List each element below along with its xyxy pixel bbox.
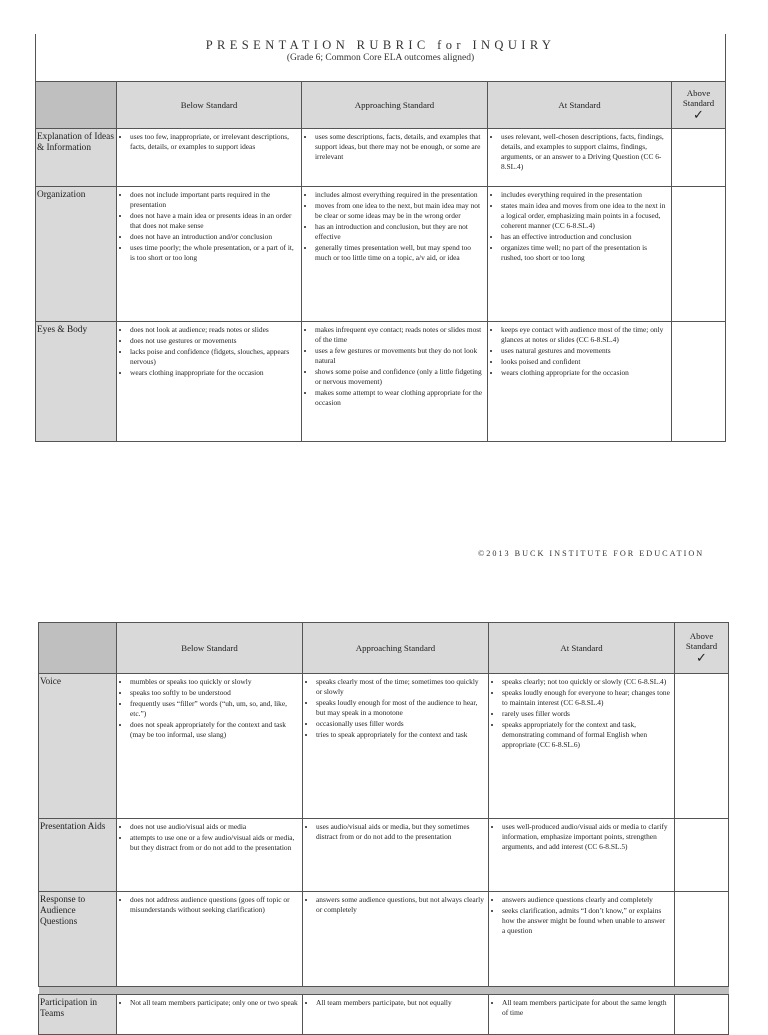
above-standard-cell[interactable] <box>672 129 726 187</box>
header-below-standard: Below Standard <box>117 82 302 129</box>
below-standard-cell <box>117 187 302 322</box>
check-mark-icon: ✓ <box>696 650 707 665</box>
approaching-standard-cell <box>303 819 489 892</box>
at-standard-cell <box>489 892 675 987</box>
rubric-table-top <box>35 34 726 442</box>
criterion-item: • frequently uses “filler” words (“uh, um, so, and, like, etc.”) <box>130 699 298 719</box>
criterion-item: • uses audio/visual aids or media, but they sometimes distract from or do not add to the presentation <box>316 822 484 842</box>
criterion-item: • does not use gestures or movements <box>130 336 297 346</box>
criterion-item: • occasionally uses filler words <box>316 719 484 729</box>
page-subtitle: (Grade 6; Common Core ELA outcomes aligned) <box>286 53 475 63</box>
criterion-item: • includes everything required in the presentation <box>501 190 667 200</box>
below-standard-cell <box>117 819 303 892</box>
below-standard-cell <box>117 129 302 187</box>
rubric-row-voice <box>39 674 729 819</box>
criterion-item: • has an effective introduction and conclusion <box>501 232 667 242</box>
header-above-standard <box>672 82 726 129</box>
criterion-item: • Not all team members participate; only one or two speak <box>130 998 298 1008</box>
approaching-standard-cell <box>303 892 489 987</box>
above-standard-cell[interactable] <box>675 819 729 892</box>
criterion-item: • All team members participate for about the same length of time <box>502 998 670 1018</box>
rubric-row-participation <box>39 995 729 1035</box>
criterion-item: • answers audience questions clearly and completely <box>502 895 670 905</box>
rubric-row-eyes-body <box>36 322 726 442</box>
criterion-item: • uses a few gestures or movements but they do not look natural <box>315 346 483 366</box>
criterion-item: • uses relevant, well-chosen descriptions, facts, findings, details, and examples to support claims, findings, arguments, or an answer to a Driving Question (CC 6-8.SL.4) <box>501 132 667 172</box>
above-standard-cell[interactable] <box>675 995 729 1035</box>
category-label: Organization <box>36 187 117 322</box>
criterion-item: • speaks appropriately for the context and task, demonstrating command of formal English when appropriate (CC 6-8.SL.6) <box>502 720 670 750</box>
category-label: Explanation of Ideas & Information <box>36 129 117 187</box>
at-standard-cell <box>488 129 672 187</box>
header-row <box>36 82 726 129</box>
criterion-item: • tries to speak appropriately for the context and task <box>316 730 484 740</box>
criterion-item: • organizes time well; no part of the presentation is rushed, too short or too long <box>501 243 667 263</box>
category-label: Participation in Teams <box>39 995 117 1035</box>
row-separator <box>39 987 729 995</box>
criterion-item: • does not include important parts required in the presentation <box>130 190 297 210</box>
header-above-standard-label: Above Standard <box>685 631 718 651</box>
check-mark-icon: ✓ <box>693 107 704 122</box>
approaching-standard-cell <box>303 995 489 1035</box>
criterion-item: • does not have a main idea or presents ideas in an order that does not make sense <box>130 211 297 231</box>
criterion-item: • attempts to use one or a few audio/visual aids or media, but they distract from or do not add to the presentation <box>130 833 298 853</box>
header-corner <box>39 623 117 674</box>
rubric-row-explanation <box>36 129 726 187</box>
criterion-item: • lacks poise and confidence (fidgets, slouches, appears nervous) <box>130 347 297 367</box>
at-standard-cell <box>488 187 672 322</box>
criterion-item: • answers some audience questions, but not always clearly or completely <box>316 895 484 915</box>
criterion-item: • wears clothing appropriate for the occasion <box>501 368 667 378</box>
at-standard-cell <box>489 995 675 1035</box>
header-above-standard <box>675 623 729 674</box>
criterion-item: • has an introduction and conclusion, but they are not effective <box>315 222 483 242</box>
header-row <box>39 623 729 674</box>
criterion-item: • looks poised and confident <box>501 357 667 367</box>
above-standard-cell[interactable] <box>675 674 729 819</box>
header-below-standard: Below Standard <box>117 623 303 674</box>
header-at-standard: At Standard <box>488 82 672 129</box>
criterion-item: • generally times presentation well, but may spend too much or too little time on a topic, a/v aid, or idea <box>315 243 483 263</box>
criterion-item: • does not have an introduction and/or conclusion <box>130 232 297 242</box>
criterion-item: • All team members participate, but not equally <box>316 998 484 1008</box>
criterion-item: • makes some attempt to wear clothing appropriate for the occasion <box>315 388 483 408</box>
above-standard-cell[interactable] <box>672 322 726 442</box>
criterion-item: • states main idea and moves from one idea to the next in a logical order, emphasizing main points in a focused, coherent manner (CC 6-8.SL.4) <box>501 201 667 231</box>
category-label: Response to Audience Questions <box>39 892 117 987</box>
above-standard-cell[interactable] <box>672 187 726 322</box>
category-label: Voice <box>39 674 117 819</box>
criterion-item: • does not look at audience; reads notes or slides <box>130 325 297 335</box>
criterion-item: • uses natural gestures and movements <box>501 346 667 356</box>
header-corner <box>36 82 117 129</box>
criterion-item: • does not address audience questions (goes off topic or misunderstands without seeking clarification) <box>130 895 298 915</box>
rubric-row-organization <box>36 187 726 322</box>
criterion-item: • does not speak appropriately for the context and task (may be too informal, use slang) <box>130 720 298 740</box>
approaching-standard-cell <box>302 187 488 322</box>
below-standard-cell <box>117 674 303 819</box>
criterion-item: • makes infrequent eye contact; reads notes or slides most of the time <box>315 325 483 345</box>
at-standard-cell <box>489 674 675 819</box>
title-block <box>36 34 726 82</box>
category-label: Presentation Aids <box>39 819 117 892</box>
separator-band <box>39 987 729 995</box>
approaching-standard-cell <box>303 674 489 819</box>
criterion-item: • keeps eye contact with audience most of the time; only glances at notes or slides (CC 6-8.SL.4) <box>501 325 667 345</box>
criterion-item: • uses well-produced audio/visual aids or media to clarify information, emphasize important points, strengthen arguments, and add interest (CC 6-8.SL.5) <box>502 822 670 852</box>
criterion-item: • rarely uses filler words <box>502 709 670 719</box>
criterion-item: • does not use audio/visual aids or media <box>130 822 298 832</box>
header-above-standard-label: Above Standard <box>682 88 715 108</box>
category-label: Eyes & Body <box>36 322 117 442</box>
criterion-item: • uses too few, inappropriate, or irrelevant descriptions, facts, details, or examples to support ideas <box>130 132 297 152</box>
criterion-item: • speaks too softly to be understood <box>130 688 298 698</box>
at-standard-cell <box>488 322 672 442</box>
rubric-row-presentation-aids <box>39 819 729 892</box>
rubric-table-bottom <box>38 622 729 1035</box>
below-standard-cell <box>117 892 303 987</box>
criterion-item: • wears clothing inappropriate for the occasion <box>130 368 297 378</box>
above-standard-cell[interactable] <box>675 892 729 987</box>
copyright-notice: ©2013 BUCK INSTITUTE FOR EDUCATION <box>478 549 705 558</box>
criterion-item: • speaks loudly enough for everyone to hear; changes tone to maintain interest (CC 6-8.SL.4) <box>502 688 670 708</box>
criterion-item: • moves from one idea to the next, but main idea may not be clear or some ideas may be in the wrong order <box>315 201 483 221</box>
criterion-item: • shows some poise and confidence (only a little fidgeting or nervous movement) <box>315 367 483 387</box>
rubric-row-response-to-questions <box>39 892 729 987</box>
criterion-item: • speaks clearly; not too quickly or slowly (CC 6-8.SL.4) <box>502 677 670 687</box>
criterion-item: • includes almost everything required in the presentation <box>315 190 483 200</box>
criterion-item: • seeks clarification, admits “I don’t know,” or explains how the answer might be found when unable to answer a question <box>502 906 670 936</box>
header-at-standard: At Standard <box>489 623 675 674</box>
criterion-item: • uses time poorly; the whole presentation, or a part of it, is too short or too long <box>130 243 297 263</box>
header-approaching-standard: Approaching Standard <box>302 82 488 129</box>
approaching-standard-cell <box>302 129 488 187</box>
below-standard-cell <box>117 995 303 1035</box>
criterion-item: • speaks loudly enough for most of the audience to hear, but may speak in a monotone <box>316 698 484 718</box>
at-standard-cell <box>489 819 675 892</box>
approaching-standard-cell <box>302 322 488 442</box>
below-standard-cell <box>117 322 302 442</box>
page-title: PRESENTATION RUBRIC for INQUIRY <box>205 38 556 52</box>
header-approaching-standard: Approaching Standard <box>303 623 489 674</box>
criterion-item: • mumbles or speaks too quickly or slowly <box>130 677 298 687</box>
criterion-item: • uses some descriptions, facts, details, and examples that support ideas, but there may not be enough, or some are irrelevant <box>315 132 483 162</box>
criterion-item: • speaks clearly most of the time; sometimes too quickly or slowly <box>316 677 484 697</box>
